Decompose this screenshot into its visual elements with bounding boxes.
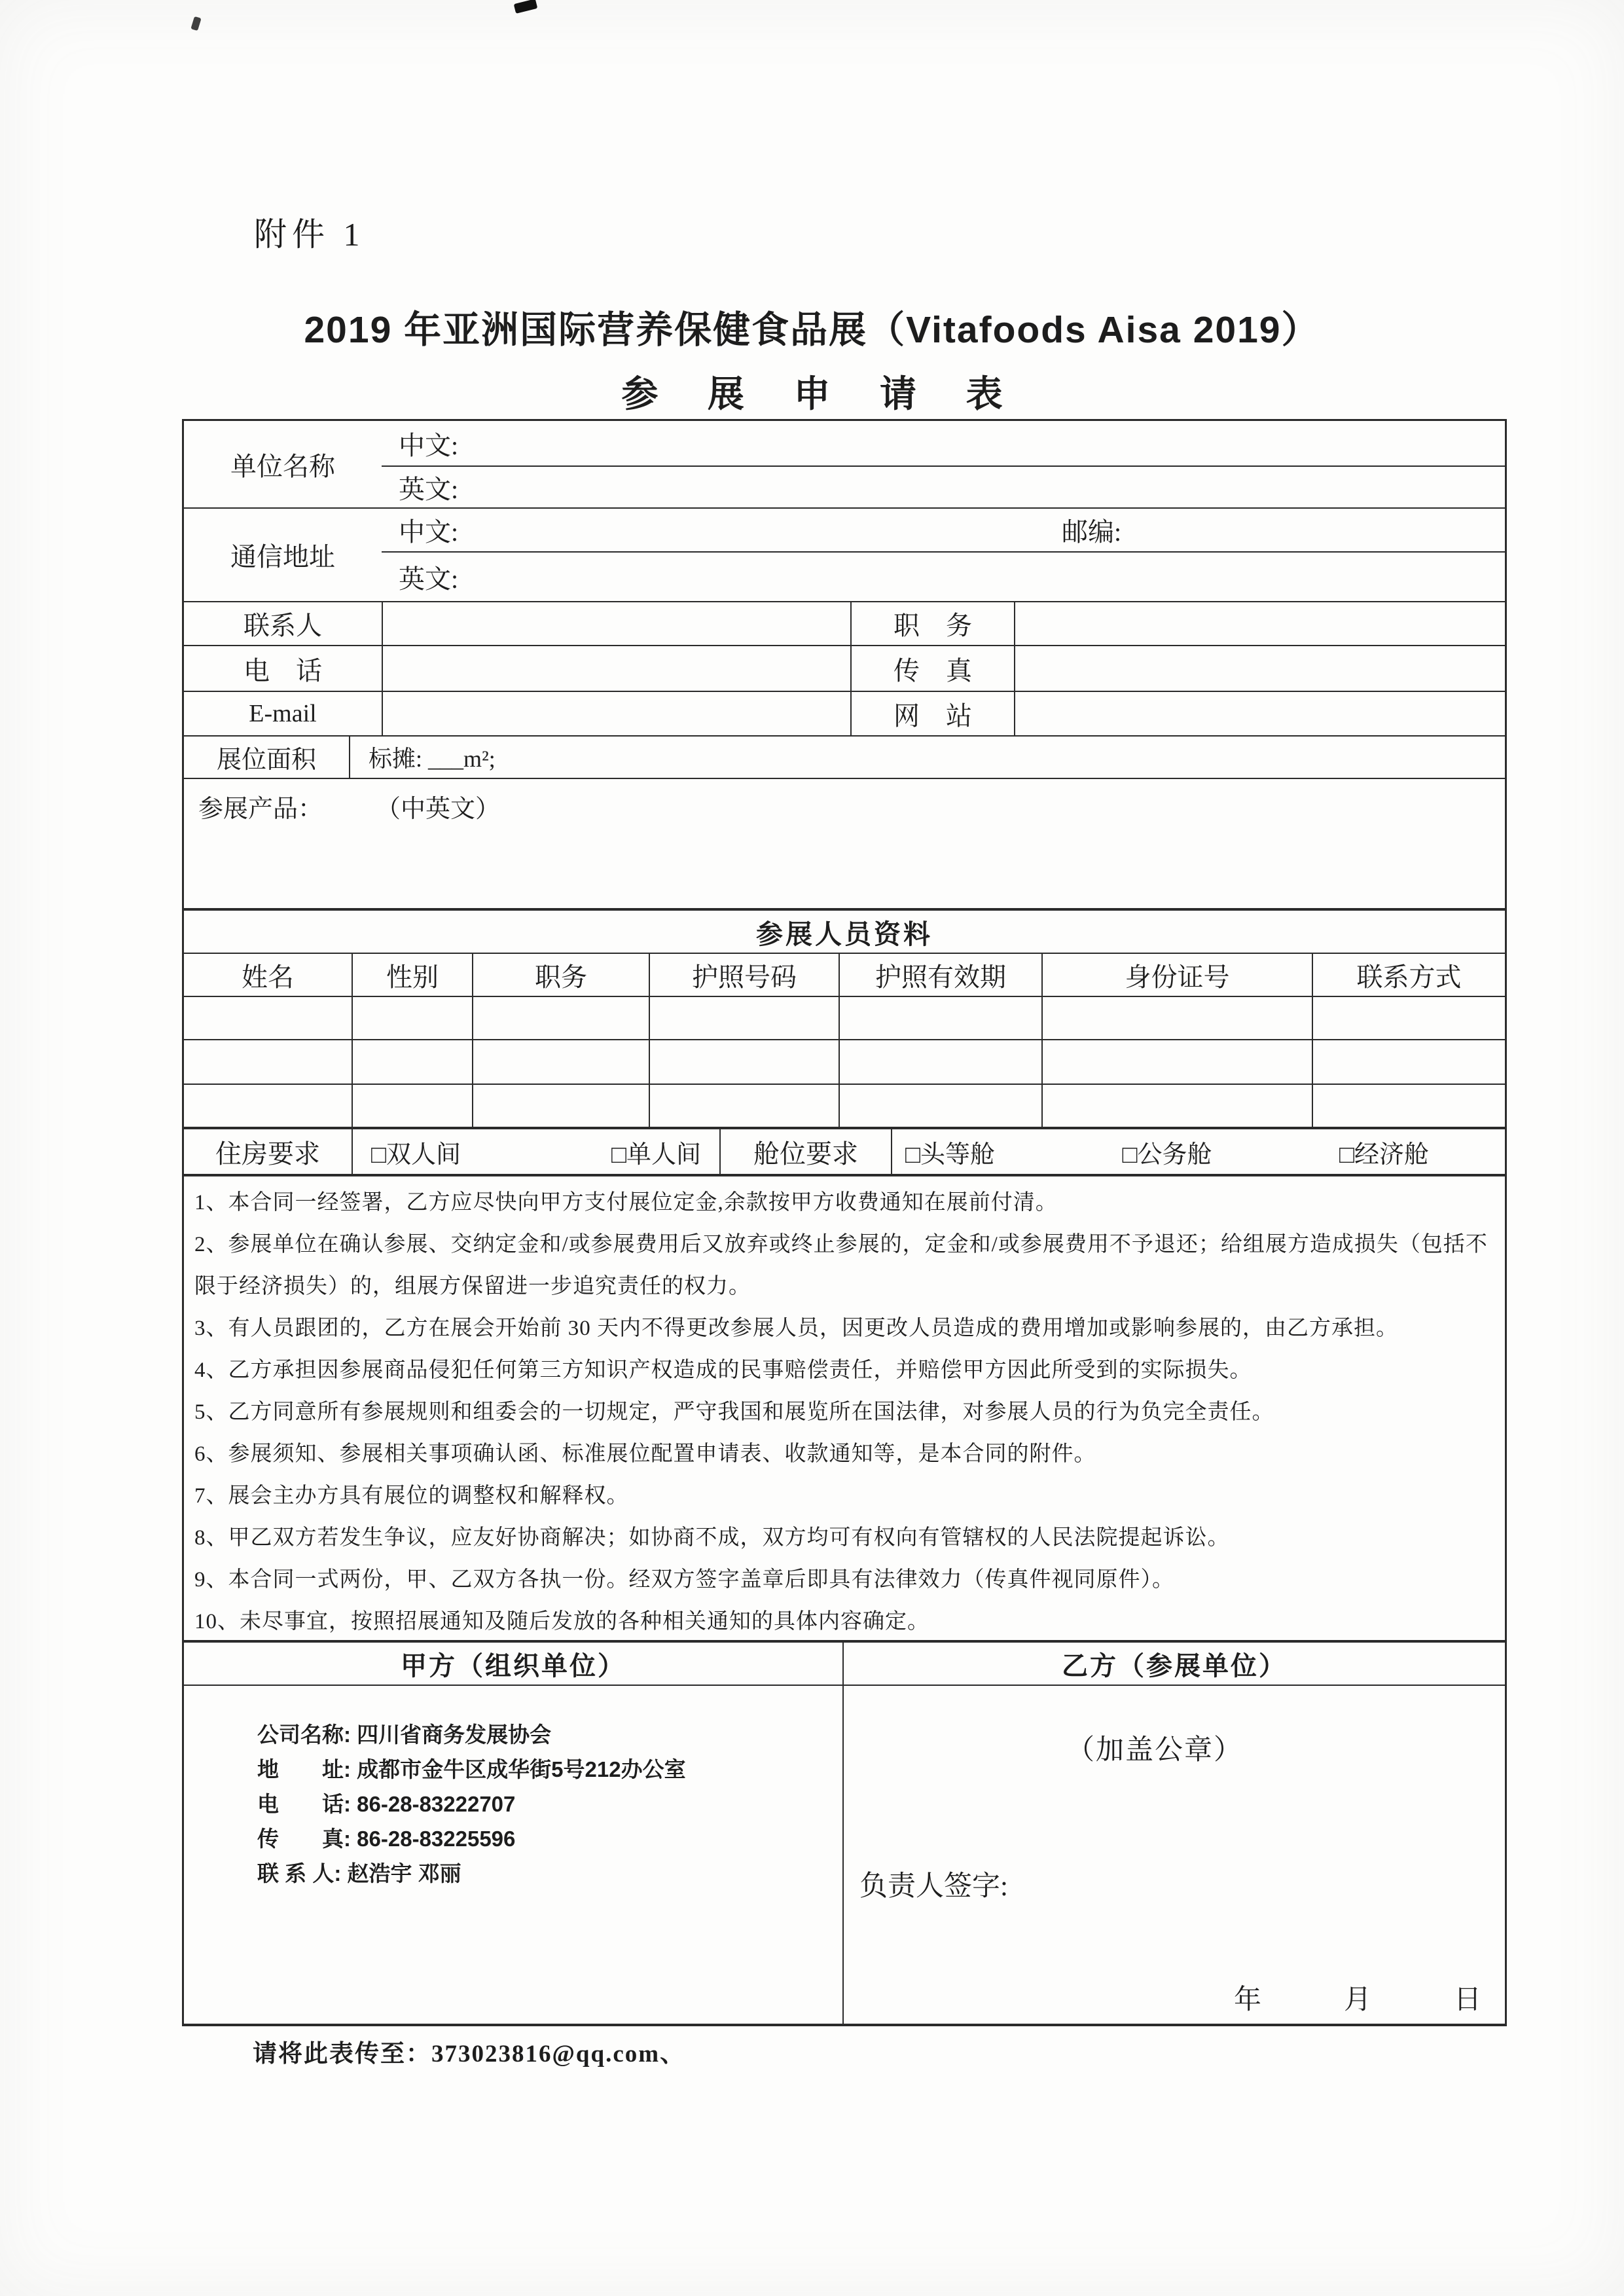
signature-field[interactable] [1040,1864,1407,1903]
date-day-label: 日 [1453,1985,1481,2015]
booth-area-row [184,735,1505,778]
term-item: 1、本合同一经签署，乙方应尽快向甲方支付展位定金,余款按甲方收费通知在展前付清。 [194,1191,1058,1214]
term-item: 2、参展单位在确认参展、交纳定金和/或参展费用后又放弃或终止参展的，定金和/或参展费用不予退还；给组展方造成损失（包括不限于经济损失）的，组展方保留进一步追究责任的权力。 [194,1233,1488,1298]
address-fields [382,509,1505,601]
attachment-label: 附件 1 [254,216,365,253]
fax-field[interactable] [1014,646,1505,691]
field-label: 电 话: [257,1792,357,1816]
personnel-cell[interactable] [839,1085,1041,1127]
address-en-field[interactable] [458,553,1505,601]
website-field[interactable] [1014,692,1505,735]
field-value: 成都市金牛区成华街5号212办公室 [357,1757,686,1781]
unit-name-zh-field[interactable] [458,421,1505,465]
cabin-requirement-label: 舱位要求 [719,1129,891,1174]
personnel-cell[interactable] [1312,1040,1505,1084]
party-a-fax-line [257,1821,842,1856]
unit-name-row [184,421,1505,507]
party-a-info [184,1686,842,2024]
phone-field[interactable] [382,646,850,691]
checkbox-economy-class[interactable]: □经济舱 [1339,1140,1429,1169]
checkbox-single-room[interactable]: □单人间 [611,1140,701,1169]
housing-cabin-row [184,1127,1505,1174]
housing-options [352,1129,719,1174]
housing-requirement-label: 住房要求 [215,1139,320,1169]
field-value: 86-28-83222707 [357,1792,516,1816]
unit-name-en-field[interactable] [458,467,1505,507]
address-zh-field[interactable] [458,509,1505,551]
address-zh-row [382,509,1505,553]
personnel-cell[interactable] [839,1040,1041,1084]
booth-area-field[interactable] [349,737,1505,778]
checkbox-double-room[interactable]: □双人间 [371,1140,461,1169]
personnel-cell[interactable] [1041,1085,1312,1127]
party-b-area [842,1686,1505,2024]
website-label: 网 站 [850,692,1014,735]
footer-note: 请将此表传至：373023816@qq.com、 [253,2041,686,2068]
date-month-label: 月 [1343,1985,1371,2015]
personnel-cell[interactable] [839,997,1041,1039]
party-a-header: 甲方（组织单位） [401,1651,626,1681]
personnel-col-gender: 性别 [352,954,472,996]
term-item: 10、未尽事宜，按照招展通知及随后发放的各种相关通知的具体内容确定。 [194,1610,929,1633]
personnel-cell[interactable] [472,997,649,1039]
personnel-col-name: 姓名 [242,962,294,992]
terms-row [184,1174,1505,1640]
personnel-cell[interactable] [352,1040,472,1084]
page-title: 2019 年亚洲国际营养保健食品展（Vitafoods Aisa 2019） [304,309,1320,351]
personnel-cell[interactable] [649,1040,839,1084]
term-item: 9、本合同一式两份，甲、乙双方各执一份。经双方签字盖章后即具有法律效力（传真件视同原件）。 [194,1568,1174,1592]
personnel-empty-row [184,996,1505,1039]
field-label: 联 系 人: [257,1861,348,1886]
field-value: 四川省商务发展协会 [357,1722,552,1747]
cabin-options [891,1129,1505,1174]
scan-artifact [190,16,201,31]
personnel-empty-row [184,1084,1505,1127]
chinese-label: 中文: [399,517,459,547]
personnel-section-title: 参展人员资料 [756,919,933,949]
chinese-label: 中文: [399,430,459,460]
unit-name-en-row [382,467,1505,507]
address-en-row [382,553,1505,601]
personnel-col-passport-no: 护照号码 [649,954,839,996]
term-item: 7、展会主办方具有展位的调整权和解释权。 [194,1484,629,1508]
booth-area-value: 标摊: ___m²; [369,746,496,772]
party-a-phone-line [257,1787,842,1821]
field-label: 地 址: [257,1757,357,1781]
scan-artifact [514,0,538,14]
personnel-cell[interactable] [1312,997,1505,1039]
personnel-cell[interactable] [1041,1040,1312,1084]
products-label: 参展产品： [198,795,323,823]
party-a-company-line [257,1717,842,1752]
personnel-cell[interactable] [352,997,472,1039]
personnel-cell[interactable] [184,997,352,1039]
personnel-col-contact: 联系方式 [1312,954,1505,996]
personnel-cell[interactable] [649,997,839,1039]
address-row [184,507,1505,601]
english-label: 英文: [399,474,459,504]
fax-label: 传 真 [850,646,1014,691]
personnel-col-position: 职务 [472,954,649,996]
personnel-col-id-number: 身份证号 [1041,954,1312,996]
position-field[interactable] [1014,602,1505,645]
date-year-label: 年 [1233,1985,1261,2015]
parties-header-row [184,1640,1505,1685]
term-item: 5、乙方同意所有参展规则和组委会的一切规定，严守我国和展览所在国法律，对参展人员的行为负完全责任。 [194,1400,1274,1424]
personnel-header-row [184,953,1505,996]
personnel-cell[interactable] [649,1085,839,1127]
parties-content-row [184,1685,1505,2024]
party-a-address-line [257,1752,842,1787]
personnel-cell[interactable] [472,1040,649,1084]
products-row [184,778,1505,908]
personnel-cell[interactable] [1312,1085,1505,1127]
personnel-cell[interactable] [352,1085,472,1127]
booth-area-label: 展位面积 [216,746,316,774]
personnel-empty-row [184,1039,1505,1084]
application-form-table [182,419,1507,2026]
unit-name-zh-row [382,421,1505,467]
postcode-label: 邮编: [1062,517,1122,547]
contact-person-field[interactable] [382,602,850,645]
email-field[interactable] [382,692,850,735]
phone-label: 电 话 [244,655,322,685]
personnel-cell[interactable] [1041,997,1312,1039]
unit-name-fields [382,421,1505,507]
contact-person-label: 联系人 [244,611,322,640]
term-item: 3、有人员跟团的，乙方在展会开始前 30 天内不得更改参展人员，因更改人员造成的费用增加或影响参展的，由乙方承担。 [194,1317,1398,1340]
field-value: 86-28-83225596 [357,1827,516,1851]
field-label: 公司名称: [257,1722,357,1747]
field-value: 赵浩宇 邓丽 [347,1861,461,1886]
term-item: 4、乙方承担因参展商品侵犯任何第三方知识产权造成的民事赔偿责任，并赔偿甲方因此所受到的实际损失。 [194,1358,1252,1382]
email-website-row [184,691,1505,735]
products-note: （中英文） [388,795,501,823]
english-label: 英文: [399,564,459,594]
position-label: 职 务 [850,602,1014,645]
party-b-header: 乙方（参展单位） [842,1643,1505,1685]
party-a-contact-line [257,1856,842,1891]
date-line [1234,1978,1481,2017]
phone-fax-row [184,645,1505,691]
personnel-col-passport-validity: 护照有效期 [839,954,1041,996]
checkbox-business-class[interactable]: □公务舱 [1122,1140,1212,1169]
address-label: 通信地址 [230,542,335,572]
personnel-cell[interactable] [184,1040,352,1084]
terms-block [184,1176,1505,1640]
personnel-section-row [184,908,1505,953]
personnel-cell[interactable] [184,1085,352,1127]
term-item: 8、甲乙双方若发生争议，应友好协商解决；如协商不成，双方均可有权向有管辖权的人民法院提起诉讼。 [194,1526,1230,1550]
personnel-cell[interactable] [472,1085,649,1127]
seal-note: （加盖公章） [1066,1735,1243,1766]
checkbox-first-class[interactable]: □头等舱 [905,1140,995,1169]
email-label: E-mail [249,700,317,727]
signature-label: 负责人签字: [859,1871,1008,1902]
field-label: 传 真: [257,1827,357,1851]
products-field[interactable] [184,779,1505,908]
unit-name-label: 单位名称 [230,451,335,481]
page-subtitle: 参 展 申 请 表 [621,373,1022,414]
term-item: 6、参展须知、参展相关事项确认函、标准展位配置申请表、收款通知等，是本合同的附件。 [194,1442,1096,1466]
contact-position-row [184,601,1505,645]
